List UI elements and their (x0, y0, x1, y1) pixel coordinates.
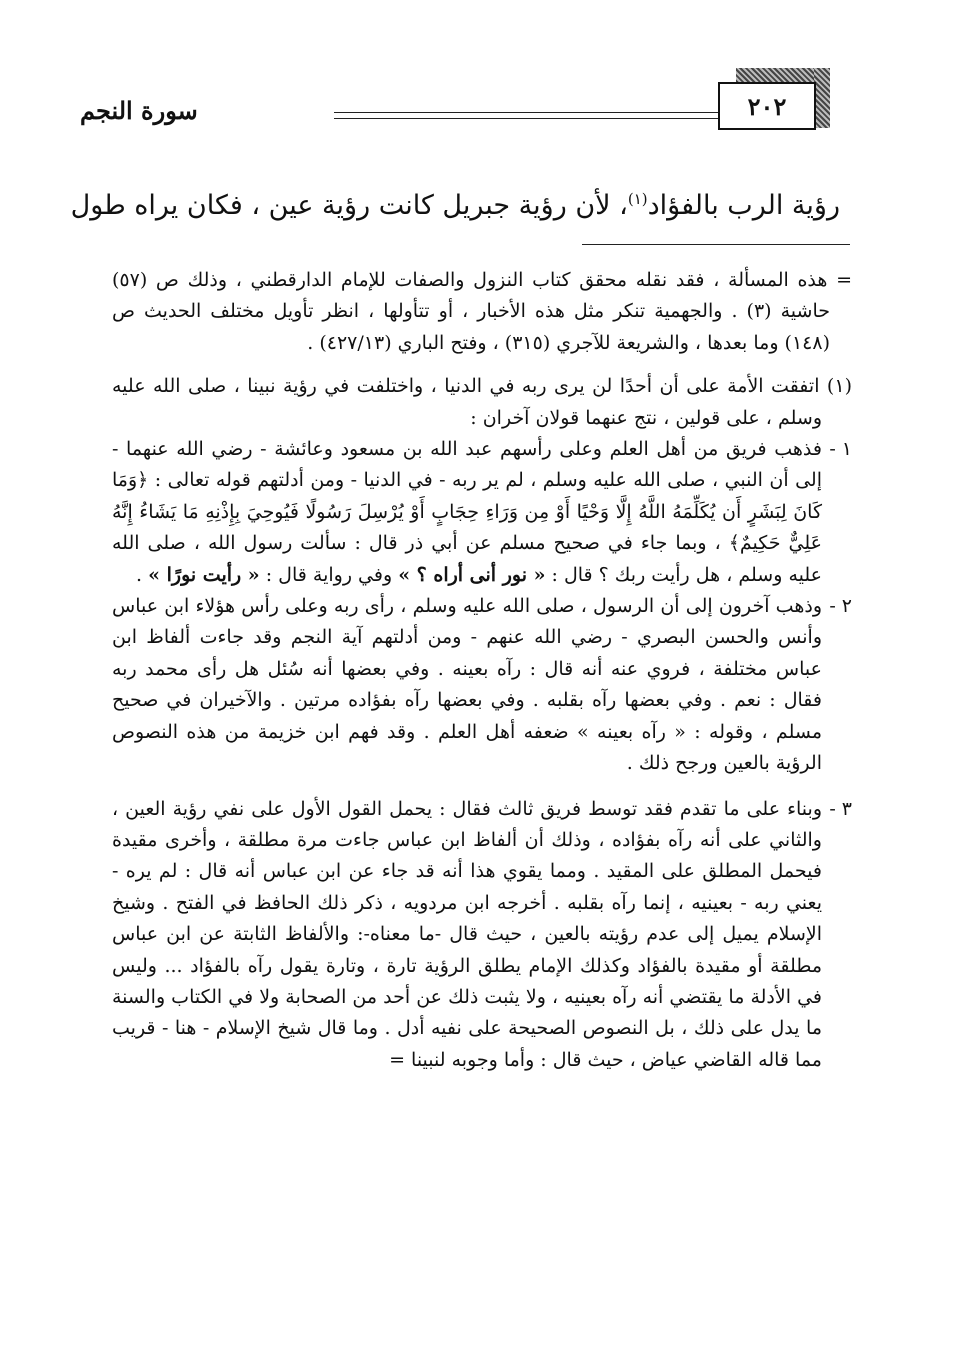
main-text-part2: ، لأن رؤية جبريل كانت رؤية عين ، فكان يراه طول (70, 190, 628, 221)
footnote-1-intro: (١) اتفقت الأمة على أن أحدًا لن يرى ربه في الدنيا ، واختلفت في رؤية نبينا ، صلى الله عليه وسلم ، على قولين ، نتج عنهما قولان آخران : (112, 375, 852, 429)
page-number-frame (718, 68, 830, 128)
footnote-item-1 (112, 434, 852, 591)
footnote-item-2 (112, 591, 852, 779)
footnote-separator (582, 244, 850, 245)
item-body (112, 434, 822, 591)
footnote-continued: = هذه المسألة ، فقد نقله محقق كتاب النزول والصفات للإمام الدارقطني ، وذلك ص (٥٧) حاشية (٣) . والجهمية تنكر مثل هذه الأخبار ، أو تتأولها ، انظر تأويل مختلف الحديث ص (١٤٨) وما بعدها ، والشريعة للآجري (٣١٥) ، وفتح الباري (٤٢٧/١٣) . (112, 269, 852, 354)
item-body: وبناء على ما تقدم فقد توسط فريق ثالث فقال : يحمل القول الأول على نفي رؤية العين ، والثاني على أنه رآه بفؤاده ، وذلك أن ألفاظ ابن عباس جاءت مرة مطلقة ، وأخرى مقيدة فيحمل المطلق على المقيد . ومما يقوي هذا أنه قد جاء عن ابن عباس أنه قال : لم يره - يعني ربه - بعينيه ، إنما رآه بقلبه . أخرجه ابن مردويه ، ذكر ذلك الحافظ في الفتح . وشيخ الإسلام يميل إلى عدم رؤيته بالعين ، حيث قال -ما معناه-: والألفاظ الثابتة عن ابن عباس مطلقة أو مقيدة بالفؤاد وكذلك الإمام يطلق الرؤية تارة ، وتارة يقول رآه بالفؤاد ... وليس في الأدلة ما يقتضي أنه رآه بعينيه ، ولا يثبت ذلك عن أحد من الصحابة ولا في الكتاب والسنة ما يدل على ذلك ، بل النصوص الصحيحة على نفيه أدل . وما قال شيخ الإسلام - هنا - قريب مما قاله القاضي عياض ، حيث قال : وأما وجوبه لنبينا = (112, 797, 822, 1071)
footnote-reference[interactable]: (١) (627, 190, 648, 208)
item-text: فذهب فريق من أهل العلم وعلى رأسهم عبد الله بن مسعود وعائشة - رضي الله عنهما - إلى أن النبي ، صلى الله عليه وسلم ، لم ير ربه - في الدنيا - ومن أدلتهم قوله تعالى : ﴿وَمَا كَانَ لِبَشَرٍ أَن يُكَلِّمَهُ اللَّهُ إِلَّا وَحْيًا أَوْ مِن وَرَاءِ حِجَابٍ أَوْ يُرْسِلَ رَسُولًا فَيُوحِيَ بِإِذْنِهِ مَا يَشَاءُ إِنَّهُ عَلِيٌّ حَكِيمٌ﴾ ، وبما جاء في صحيح مسلم عن أبي ذر قال : سألت رسول الله ، صلى الله عليه وسلم ، هل رأيت ربك ؟ قال : (112, 438, 822, 586)
hadith-quote: « نور أنى أراه ؟ » (398, 563, 546, 586)
main-text-part1: رؤية الرب بالفؤاد (647, 190, 840, 221)
surah-title: سورة النجم (80, 96, 198, 125)
item-body: وذهب آخرون إلى أن الرسول ، صلى الله عليه وسلم ، رأى ربه وعلى رأس هؤلاء ابن عباس وأنس والحسن البصري - رضي الله عنهم - ومن أدلتهم آية النجم وقد جاءت ألفاظ ابن عباس مختلفة ، فروي عنه أنه قال : رآه بعينه . وفي بعضها أنه سُئل هل رأى محمد ربه فقال : نعم . وفي بعضها رآه بقلبه . وفي بعضها رآه بفؤاده مرتين . والآخيران في صحيح مسلم ، وقوله : « رآه بعينه » ضعفه أهل العلم . وقد فهم ابن خزيمة من هذه النصوص الرؤية بالعين ورجح ذلك . (112, 595, 822, 775)
page-number: ٢٠٢ (718, 82, 816, 130)
item-text: وفي رواية قال : (265, 563, 393, 586)
item-number: ١ - (829, 438, 852, 461)
header-rule (334, 112, 718, 119)
frame-shadow-right (814, 68, 830, 128)
hadith-quote: « رأيت نورًا » (148, 563, 260, 586)
item-number: ٣ - (829, 797, 852, 820)
item-text: . (136, 563, 143, 586)
item-number: ٢ - (829, 595, 852, 618)
footnotes (112, 265, 852, 1076)
footnote-item-3 (112, 794, 852, 1077)
main-text-line (70, 190, 840, 221)
